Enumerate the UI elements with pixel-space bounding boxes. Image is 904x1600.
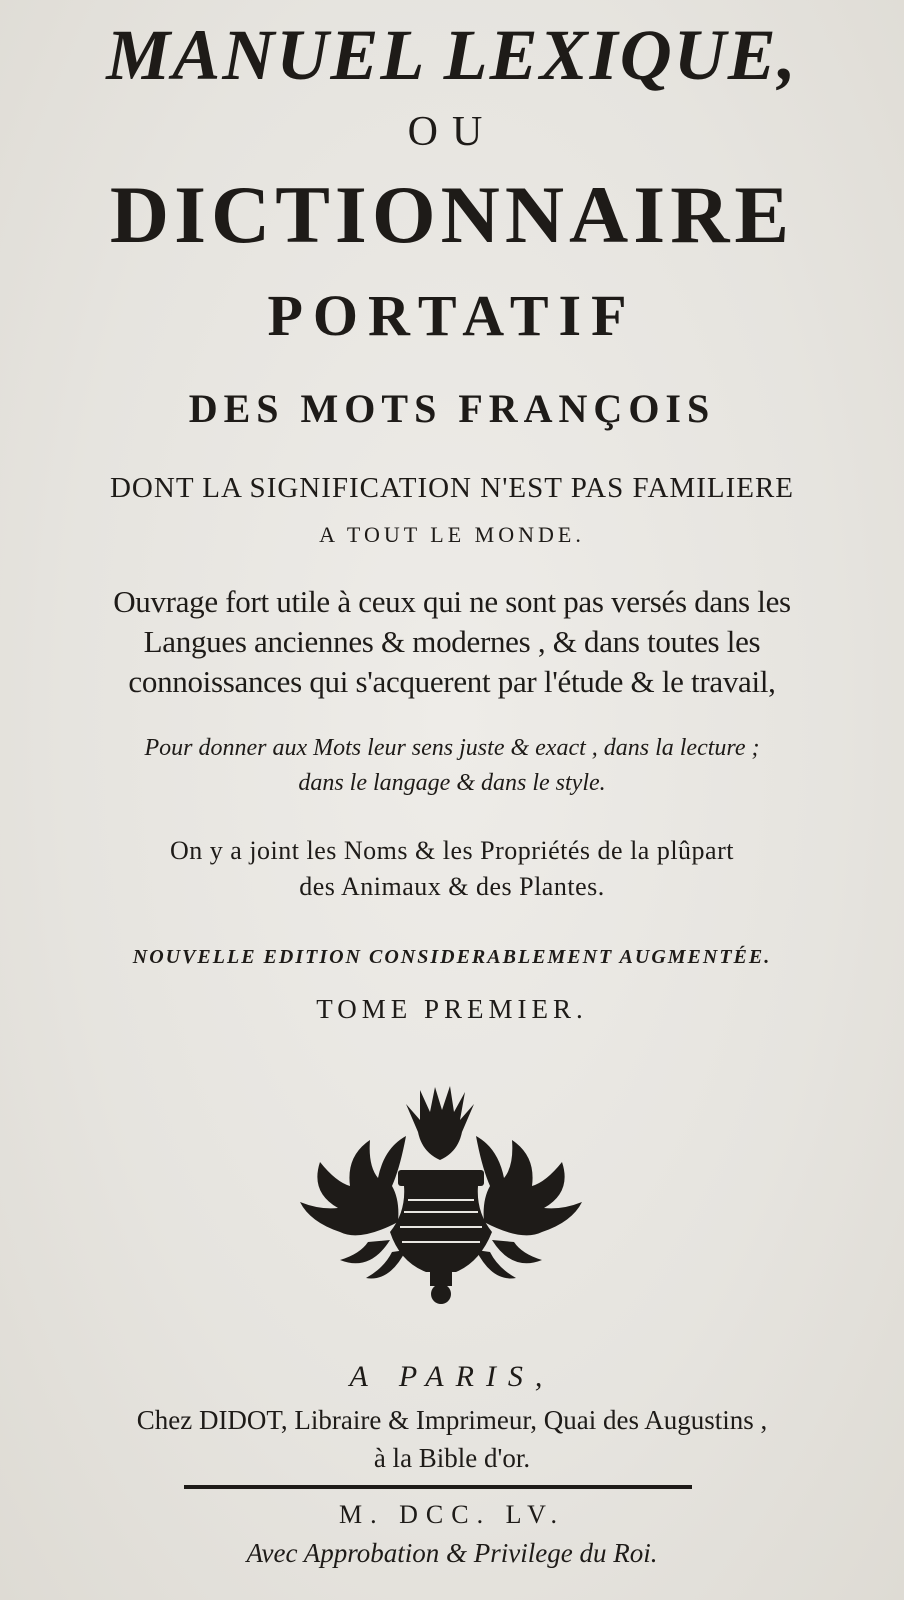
imprint-year: M. DCC. LV. bbox=[339, 1500, 565, 1529]
edition-note: NOUVELLE EDITION CONSIDERABLEMENT AUGMENTÉE. bbox=[132, 946, 772, 968]
title-ou: OU bbox=[407, 109, 497, 155]
title-dictionnaire: DICTIONNAIRE bbox=[109, 169, 795, 260]
horizontal-rule bbox=[184, 1485, 692, 1489]
subtitle-line-1: DONT LA SIGNIFICATION N'EST PAS FAMILIERE bbox=[109, 472, 794, 504]
urn-ornament-icon bbox=[280, 1082, 600, 1307]
title-manuel-lexique: MANUEL LEXIQUE, bbox=[106, 15, 798, 95]
addition-line: On y a joint les Noms & les Propriétés de la plûpart bbox=[170, 836, 734, 865]
imprint-privilege: Avec Approbation & Privilege du Roi. bbox=[246, 1538, 658, 1568]
description-line: connoissances qui s'acquerent par l'étude & le travail, bbox=[128, 664, 776, 699]
subtitle-line-2: A TOUT LE MONDE. bbox=[319, 522, 585, 547]
imprint-address: à la Bible d'or. bbox=[373, 1443, 531, 1473]
purpose-line: dans le langage & dans le style. bbox=[298, 770, 606, 796]
addition-line: des Animaux & des Plantes. bbox=[299, 872, 605, 901]
title-des-mots-francois: DES MOTS FRANÇOIS bbox=[188, 386, 716, 431]
volume-label: TOME PREMIER. bbox=[316, 994, 588, 1024]
imprint-printer: Chez DIDOT, Libraire & Imprimeur, Quai des Augustins , bbox=[136, 1405, 768, 1435]
title-portatif: PORTATIF bbox=[267, 283, 637, 348]
purpose-line: Pour donner aux Mots leur sens juste & exact , dans la lecture ; bbox=[144, 735, 760, 761]
description-line: Langues anciennes & modernes , & dans toutes les bbox=[143, 624, 761, 659]
description-line: Ouvrage fort utile à ceux qui ne sont pas versés dans les bbox=[113, 584, 791, 619]
imprint-city: A PARIS, bbox=[349, 1360, 555, 1393]
